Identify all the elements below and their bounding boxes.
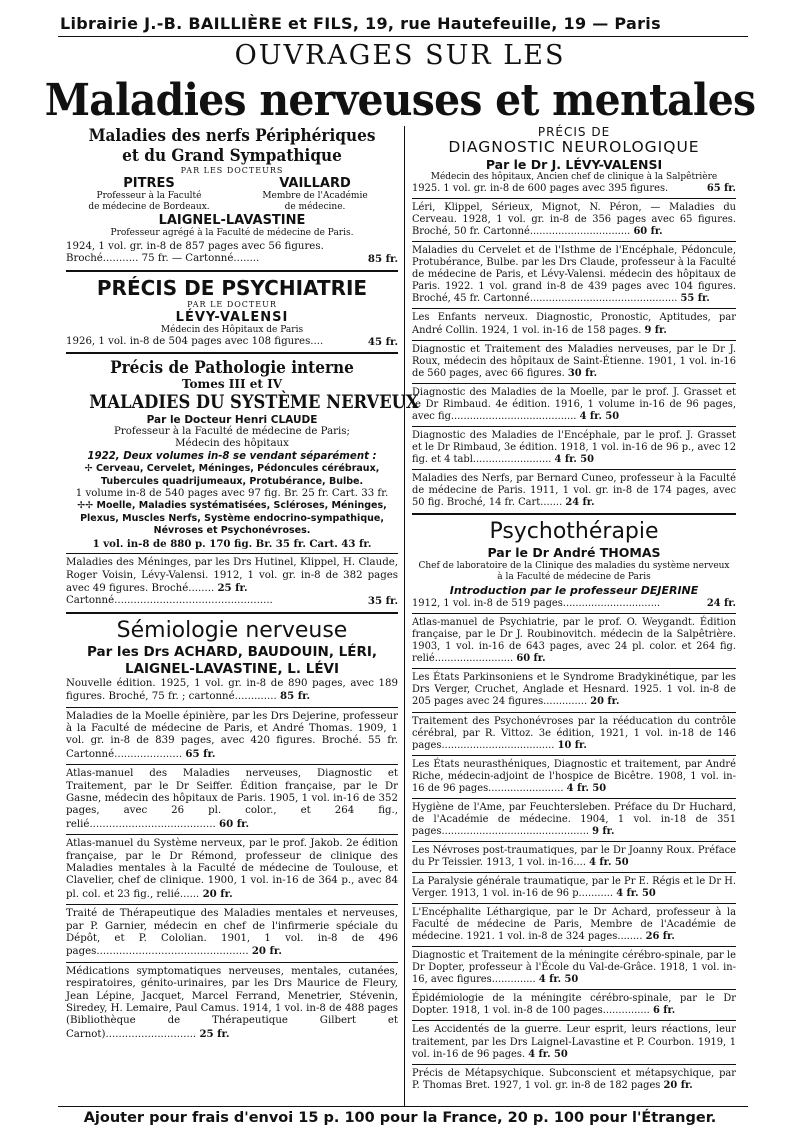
divider bbox=[412, 383, 736, 384]
price: 85 fr. bbox=[280, 690, 311, 703]
author-name: PITRES bbox=[123, 176, 175, 191]
author-name: LAIGNEL-LAVASTINE, L. LÉVI bbox=[124, 660, 340, 677]
book-text: Diagnostic des Maladies de l'Encéphale, par le prof. J. Grasset et le Dr Rimbaud, 3e édition. 1918, 1 vol. in-16 de 96 p., avec 12 fig. et 4 tabl......................... bbox=[412, 429, 736, 465]
book-entry bbox=[412, 845, 736, 869]
price: 30 fr. bbox=[567, 367, 598, 379]
book-text: Atlas-manuel des Maladies nerveuses, Diagnostic et Traitement, par le Dr Seiffer. Édition française, par le Dr Gasne, médecin des hôpitaux de Paris. 1905, 1 vol. in-16 de 352 pages, avec 26 pl. color., et 264 fig., relié....................................... bbox=[66, 768, 398, 830]
book-entry bbox=[66, 557, 398, 595]
divider bbox=[66, 764, 398, 765]
book-text: Diagnostic et Traitement de la méningite cérébro-spinale, par le Dr Dopter, professeur à l'École du Val-de-Grâce. 1918, 1 vol. in-16, avec figures.............. bbox=[412, 950, 736, 986]
book-entry bbox=[412, 202, 736, 238]
divider bbox=[412, 308, 736, 309]
price: 20 fr. bbox=[590, 696, 620, 708]
divider bbox=[412, 755, 736, 756]
price: 65 fr. bbox=[185, 747, 216, 760]
book-text: Atlas-manuel du Système nerveux, par le prof. Jakob. 2e édition française, par le Dr Rémond, professeur de clinique des Maladies mentales à la Faculté de médecine de Toulouse, et Clavelier, chef de clinique. 1900, 1 vol. in-16 de 364 p., avec 84 pl. col. et 23 fig., relié...... bbox=[66, 838, 398, 900]
divider bbox=[412, 798, 736, 799]
author-name: Par les Drs ACHARD, BAUDOUIN, LÉRI, bbox=[86, 643, 378, 660]
book-entry bbox=[412, 473, 736, 509]
price: 20 fr. bbox=[251, 945, 282, 958]
author-name: LÉVY-VALENSI bbox=[175, 309, 289, 325]
divider bbox=[412, 198, 736, 199]
book-text: Traité de Thérapeutique des Maladies mentales et nerveuses, par P. Garnier, médecin en chef de l'infirmerie spéciale du Dépôt, et P. Cololian. 1901, 1 vol. in-8 de 496 pages............................................... bbox=[66, 908, 398, 958]
price: 35 fr. bbox=[367, 595, 398, 608]
book-text: Nouvelle édition. 1925, 1 vol. gr. in-8 de 890 pages, avec 189 figures. Broché, 75 fr. ; cartonné............. bbox=[66, 677, 398, 703]
entry-title: PRÉCIS DE PSYCHIATRIE bbox=[96, 275, 368, 300]
author-role: Professeur à la Faculté bbox=[96, 191, 202, 201]
divider bbox=[412, 613, 736, 614]
entry-title: Maladies des nerfs Périphériques bbox=[88, 126, 376, 146]
divider bbox=[66, 612, 398, 614]
author-role: Professeur agrégé à la Faculté de médecine de Paris. bbox=[110, 228, 354, 238]
price: 4 fr. 50 bbox=[589, 856, 629, 868]
author-role: Membre de l'Académie bbox=[262, 191, 368, 201]
book-entry bbox=[412, 876, 736, 900]
author-role: Chef de laboratoire de la Clinique des maladies du système nerveux bbox=[418, 561, 730, 572]
author-name: LAIGNEL-LAVASTINE bbox=[158, 213, 306, 228]
price: 60 fr. bbox=[219, 817, 250, 830]
book-entry bbox=[412, 1068, 736, 1092]
book-details: 1912, 1 vol. in-8 de 519 pages............................... bbox=[412, 598, 661, 610]
book-entry bbox=[66, 908, 398, 959]
edition-note: 1922, Deux volumes in-8 se vendant séparément : bbox=[87, 450, 377, 462]
price: 65 fr. bbox=[706, 183, 736, 195]
price: 4 fr. 50 bbox=[579, 410, 620, 422]
entry-title: Précis de Pathologie interne bbox=[110, 358, 354, 379]
book-text: Léri, Klippel, Sérieux, Mignot, N. Péron, — Maladies du Cerveau. 1928, 1 vol. gr. in-8 de 356 pages avec 65 figures. Broché, 50 fr. Cartonné................................ bbox=[412, 202, 736, 238]
entry-kicker: PRÉCIS DE bbox=[537, 125, 611, 139]
price: 60 fr. bbox=[516, 653, 546, 665]
entry-title: DIAGNOSTIC NEUROLOGIQUE bbox=[448, 138, 700, 157]
divider bbox=[412, 241, 736, 242]
introduction-note: Introduction par le professeur DEJERINE bbox=[449, 584, 699, 598]
price: 4 fr. 50 bbox=[566, 782, 607, 794]
book-text: Épidémiologie de la méningite cérébro-spinale, par le Dr Dopter. 1918, 1 vol. in-8 de 100 pages............... bbox=[412, 993, 736, 1017]
price: 26 fr. bbox=[645, 931, 675, 943]
book-text: Maladies du Cervelet et de l'Isthme de l'Encéphale, Pédoncule, Protubérance, Bulbe. par les Drs Claude, professeur à la Faculté de médecine de Paris, et Lévy-Valensi. médecin des hôpitaux de Paris. 1922. 1 vol. grand in-8 de 439 pages avec 104 figures. Broché, 45 fr. Cartonné............................................... bbox=[412, 245, 736, 305]
divider bbox=[412, 668, 736, 669]
book-text: L'Encéphalite Léthargique, par le Dr Achard, professeur à la Faculté de médecine de Paris, Membre de l'Académie de médecine. 1921. 1 vol. in-8 de 324 pages........ bbox=[412, 907, 736, 943]
divider bbox=[412, 469, 736, 470]
book-entry bbox=[412, 344, 736, 380]
entry-subtitle: Tomes III et IV bbox=[181, 377, 283, 392]
price: 9 fr. bbox=[592, 825, 615, 837]
book-text: La Paralysie générale traumatique, par le Pr E. Régis et le Dr H. Verger. 1913, 1 vol. in-16 de 96 p........... bbox=[412, 876, 736, 900]
book-text: Les États Parkinsoniens et le Syndrome Bradykinétique, par les Drs Verger, Cruchet, Anglade et Hesnard. 1925. 1 vol. in-8 de 205 pages avec 24 figures.............. bbox=[412, 672, 736, 708]
divider bbox=[412, 340, 736, 341]
book-text: Les Accidentés de la guerre. Leur esprit, leurs réactions, leur traitement, par les Drs Laignel-Lavastine et P. Courbon. 1919, 1 vol. in-16 de 96 pages. bbox=[412, 1024, 736, 1060]
book-text: Diagnostic et Traitement des Maladies nerveuses, par le Dr J. Roux, médecin des hôpitaux de Saint-Étienne. 1901, 1 vol. in-16 de 560 pages, avec 66 figures. bbox=[412, 343, 736, 379]
divider bbox=[412, 513, 736, 515]
price: 20 fr. bbox=[202, 887, 233, 900]
book-entry bbox=[412, 312, 736, 336]
column-divider bbox=[404, 126, 405, 1106]
book-text: Les Névroses post-traumatiques, par le Dr Joanny Roux. Préface du Pr Teissier. 1913, 1 vol. in-16.... bbox=[412, 844, 736, 868]
book-details: 1 volume in-8 de 540 pages avec 97 fig. Br. 25 fr. Cart. 33 fr. bbox=[75, 488, 389, 500]
price: 20 fr. bbox=[663, 1079, 693, 1091]
price: 4 fr. 50 bbox=[554, 453, 594, 465]
book-text: Maladies des Méninges, par les Drs Hutinel, Klippel, H. Claude, Roger Voisin, Lévy-Valensi. 1912, 1 vol. gr. in-8 de 382 pages avec 49 figures. Broché........ bbox=[66, 557, 398, 594]
price: 10 fr. bbox=[557, 739, 587, 751]
author-role: Médecin des hôpitaux bbox=[175, 438, 289, 450]
book-entry bbox=[412, 1024, 736, 1060]
divider bbox=[412, 989, 736, 990]
footer-rule bbox=[58, 1106, 748, 1107]
entry-title: Psychothérapie bbox=[489, 519, 659, 545]
book-text: Les Enfants nerveux. Diagnostic, Pronostic, Aptitudes, par André Collin. 1924, 1 vol. in-16 de 158 pages. bbox=[412, 312, 736, 336]
price: 4 fr. 50 bbox=[528, 1048, 568, 1060]
book-entry bbox=[412, 950, 736, 986]
divider bbox=[412, 1020, 736, 1021]
book-details: Cartonné................................................. bbox=[66, 595, 273, 607]
tome-contents: ✢ Cerveau, Cervelet, Méninges, Pédoncules cérébraux, Tubercules quadrijumeaux, Protubérance, Bulbe. bbox=[84, 463, 380, 487]
book-text: Hygiène de l'Ame, par Feuchtersleben. Préface du Dr Huchard, de l'Académie de médecine. 1904, 1 vol. in-18 de 351 pages............................................... bbox=[412, 801, 736, 837]
price: 4 fr. 50 bbox=[538, 974, 579, 986]
divider bbox=[66, 834, 398, 835]
price: 60 fr. bbox=[633, 226, 663, 238]
divider bbox=[66, 962, 398, 963]
divider bbox=[412, 712, 736, 713]
book-entry bbox=[412, 716, 736, 752]
book-text: Traitement des Psychonévroses par la rééducation du contrôle cérébral, par R. Vittoz. 3e édition, 1921, 1 vol. in-18 de 146 pages.................................... bbox=[412, 715, 736, 751]
author-name: Par le Dr André THOMAS bbox=[487, 545, 661, 561]
book-text: Médications symptomatiques nerveuses, mentales, cutanées, respiratoires, génito-urinaires, par les Drs Maurice de Fleury, Jean Lépine, Jacquet, Marcel Ferrand, Menetrier, Stévenin, Siredey, H. Lemaire, Paul Camus. 1914, 1 vol. in-8 de 488 pages (Bibliothèque de Thérapeutique Gilbert et Carnot)............................ bbox=[66, 965, 398, 1040]
kicker-title: OUVRAGES SUR LES bbox=[234, 40, 566, 71]
book-entry bbox=[66, 966, 398, 1041]
book-text: Diagnostic des Maladies de la Moelle, par le prof. J. Grasset et le Dr Rimbaud. 4e édition. 1916, 1 volume in-16 de 96 pages, avec fig........................................ bbox=[412, 386, 736, 422]
author-role: de médecine. bbox=[284, 202, 346, 212]
author-name: Par le Docteur Henri CLAUDE bbox=[146, 413, 318, 426]
book-details: Broché........... 75 fr. — Cartonné........ bbox=[66, 253, 260, 265]
entry-title: MALADIES DU SYSTÈME NERVEUX bbox=[89, 390, 419, 413]
shipping-note: Ajouter pour frais d'envoi 15 p. 100 pour la France, 20 p. 100 pour l'Étranger. bbox=[83, 1110, 717, 1126]
right-column bbox=[412, 126, 736, 1092]
divider bbox=[412, 903, 736, 904]
entry-title: Sémiologie nerveuse bbox=[116, 617, 348, 643]
book-entry bbox=[412, 759, 736, 795]
price: 4 fr. 50 bbox=[616, 888, 656, 900]
book-entry bbox=[66, 768, 398, 831]
book-entry bbox=[412, 993, 736, 1017]
book-entry bbox=[412, 245, 736, 305]
book-text: Maladies des Nerfs, par Bernard Cuneo, professeur à la Faculté de médecine de Paris. 1911, 1 vol. gr. in-8 de 174 pages, avec 50 fig. Broché, 14 fr. Cart....... bbox=[412, 472, 736, 509]
divider bbox=[412, 872, 736, 873]
divider bbox=[412, 841, 736, 842]
price: 45 fr. bbox=[367, 335, 398, 348]
divider bbox=[66, 553, 398, 554]
price: 85 fr. bbox=[367, 253, 398, 266]
book-details: 1925. 1 vol. gr. in-8 de 600 pages avec 395 figures. bbox=[412, 183, 669, 195]
author-role: Médecin des Hôpitaux de Paris bbox=[160, 324, 304, 335]
book-details: 1 vol. in-8 de 880 p. 170 fig. Br. 35 fr. Cart. 43 fr. bbox=[92, 537, 372, 550]
publisher-header: Librairie J.-B. BAILLIÈRE et FILS, 19, rue Hautefeuille, 19 — Paris bbox=[60, 14, 661, 33]
book-details: 1924, 1 vol. gr. in-8 de 857 pages avec 56 figures. bbox=[66, 241, 324, 252]
left-column bbox=[66, 126, 419, 1041]
divider bbox=[66, 707, 398, 708]
divider bbox=[66, 904, 398, 905]
divider bbox=[412, 1064, 736, 1065]
book-entry bbox=[412, 802, 736, 838]
divider bbox=[412, 426, 736, 427]
price: 25 fr. bbox=[217, 581, 248, 594]
book-entry bbox=[412, 617, 736, 665]
author-name: Par le Dr J. LÉVY-VALENSI bbox=[485, 157, 663, 173]
author-role: Médecin des hôpitaux, Ancien chef de clinique à la Salpêtrière bbox=[430, 172, 718, 183]
book-text: Maladies de la Moelle épinière, par les Drs Dejerine, professeur à la Faculté de médecine de Paris, et André Thomas. 1909, 1 vol. gr. in-8 de 839 pages, avec 420 figures. Broché. 55 fr. Cartonné..................... bbox=[66, 710, 398, 760]
entry-title: et du Grand Sympathique bbox=[122, 146, 342, 166]
divider bbox=[412, 946, 736, 947]
divider bbox=[66, 270, 398, 272]
book-entry bbox=[412, 387, 736, 423]
author-name: VAILLARD bbox=[279, 176, 351, 191]
book-entry bbox=[412, 430, 736, 466]
divider bbox=[66, 352, 398, 354]
price: 9 fr. bbox=[644, 324, 667, 336]
book-entry bbox=[66, 678, 398, 704]
book-entry bbox=[66, 838, 398, 901]
author-role: Professeur à la Faculté de médecine de Paris; bbox=[114, 426, 350, 438]
main-title: Maladies nerveuses et mentales bbox=[44, 75, 756, 126]
by-line: PAR LE DOCTEUR bbox=[187, 299, 277, 309]
by-line: PAR LES DOCTEURS bbox=[180, 166, 284, 175]
author-role: de médecine de Bordeaux. bbox=[88, 202, 210, 212]
book-entry bbox=[412, 907, 736, 943]
header-rule bbox=[58, 36, 748, 37]
tome-contents: ✢✢ Moelle, Maladies systématisées, Scléroses, Méninges, Plexus, Muscles Nerfs, Système endocrino-sympathique, Névroses et Psychonévroses. bbox=[77, 500, 387, 537]
price: 6 fr. bbox=[652, 1005, 676, 1017]
price: 24 fr. bbox=[706, 598, 736, 610]
price: 24 fr. bbox=[565, 497, 595, 509]
author-role: à la Faculté de médecine de Paris bbox=[497, 572, 651, 583]
book-text: Les États neurasthéniques, Diagnostic et traitement, par André Riche, médecin-adjoint de l'hospice de Bicêtre. 1908, 1 vol. in-16 de 96 pages........................ bbox=[412, 758, 736, 794]
price: 25 fr. bbox=[199, 1027, 230, 1040]
book-details: 1926, 1 vol. in-8 de 504 pages avec 108 figures.... bbox=[66, 335, 324, 347]
book-entry bbox=[66, 711, 398, 762]
book-text: Précis de Métapsychique. Subconscient et métapsychique, par P. Thomas Bret. 1927, 1 vol. gr. in-8 de 182 pages bbox=[412, 1067, 736, 1091]
price: 55 fr. bbox=[680, 293, 710, 305]
book-entry bbox=[412, 672, 736, 708]
book-text: Atlas-manuel de Psychiatrie, par le prof. O. Weygandt. Édition française, par le Dr J. Roubinovitch. médecin de la Salpêtrière. 1903, 1 vol. in-16 de 643 pages, avec 24 pl. color. et 264 fig. relié......................... bbox=[412, 617, 736, 665]
